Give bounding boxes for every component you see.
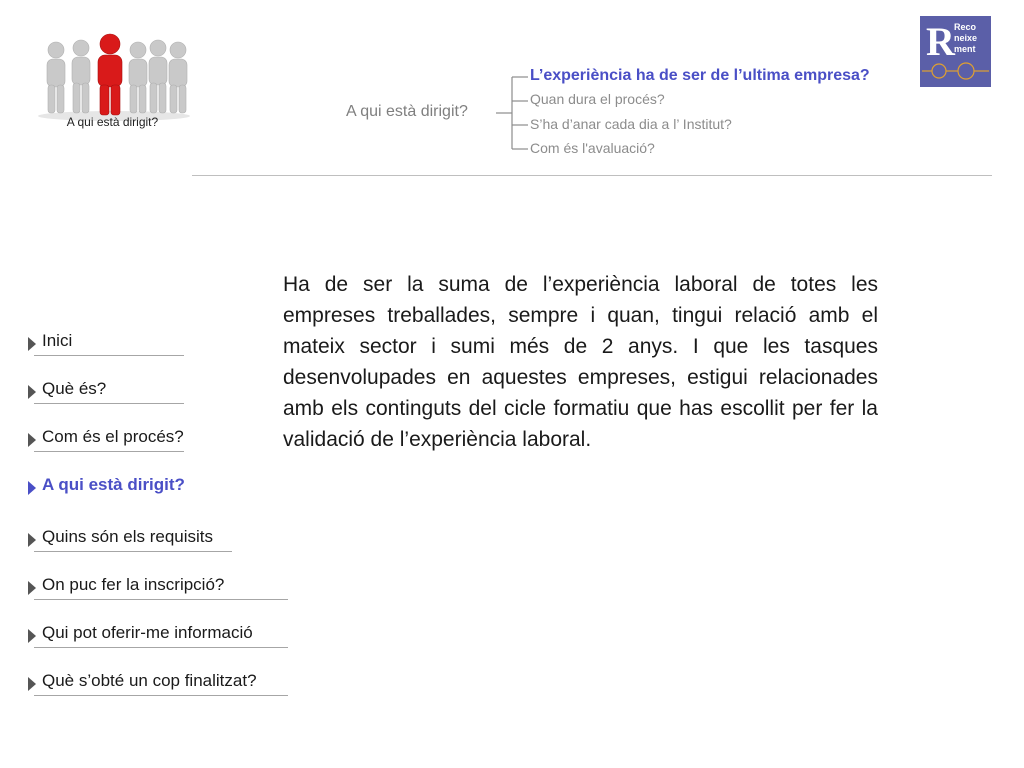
breadcrumb-current: A qui està dirigit? xyxy=(346,103,468,120)
logo-word: Reco xyxy=(954,22,977,32)
reconeixement-logo xyxy=(920,16,991,87)
sidebar-item-underline xyxy=(34,451,184,452)
sidebar-item-underline xyxy=(34,551,232,552)
sidebar-item-underline xyxy=(34,599,288,600)
arrow-right-icon xyxy=(28,337,36,351)
logo-letter: R xyxy=(926,19,955,64)
subtopic-link[interactable]: Quan dura el procés? xyxy=(530,91,665,107)
subtopic-link[interactable]: Com és l'avaluació? xyxy=(530,140,655,156)
arrow-right-icon xyxy=(28,385,36,399)
breadcrumb-connector xyxy=(494,70,534,158)
sidebar-item-label: Com és el procés? xyxy=(42,427,184,446)
arrow-right-icon xyxy=(28,629,36,643)
subtopic-link[interactable]: L’experiència ha de ser de l’ultima empresa? xyxy=(530,67,870,84)
logo-word: ment xyxy=(954,44,976,54)
sidebar-item-label: A qui està dirigit? xyxy=(42,475,185,494)
arrow-right-icon xyxy=(28,533,36,547)
content-paragraph: Ha de ser la suma de l’experiència laboral de totes les empreses treballades, sempre i quan, tingui relació amb el mateix sector i sumi més de 2 anys. I que les tasques desenvolupades en aquestes empreses, estigui relacionades amb els continguts del cicle formatiu que has escollit per fer la validació de l’experiència laboral. xyxy=(283,273,878,451)
arrow-right-icon xyxy=(28,433,36,447)
sidebar-item-label: Inici xyxy=(42,331,73,350)
people-caption: A qui està dirigit? xyxy=(66,115,159,129)
sidebar-item-underline xyxy=(34,695,288,696)
arrow-right-icon xyxy=(28,481,36,495)
sidebar-item-label: On puc fer la inscripció? xyxy=(42,575,225,594)
header-divider xyxy=(192,175,992,176)
subtopic-link[interactable]: S’ha d’anar cada dia a l’ Institut? xyxy=(530,116,732,132)
logo-word: neixe xyxy=(954,33,978,43)
sidebar-item-underline xyxy=(34,647,288,648)
sidebar-item-label: Què s’obté un cop finalitzat? xyxy=(42,671,257,690)
sidebar-item-underline xyxy=(34,355,184,356)
logo-words xyxy=(954,22,977,55)
sidebar-item-label: Qui pot oferir-me informació xyxy=(42,623,253,642)
gears-icon xyxy=(922,58,989,84)
arrow-right-icon xyxy=(28,581,36,595)
people-illustration xyxy=(34,30,194,122)
arrow-right-icon xyxy=(28,677,36,691)
sidebar-item-label: Què és? xyxy=(42,379,107,398)
sidebar-item-underline xyxy=(34,403,184,404)
sidebar-item-label: Quins són els requisits xyxy=(42,527,214,546)
